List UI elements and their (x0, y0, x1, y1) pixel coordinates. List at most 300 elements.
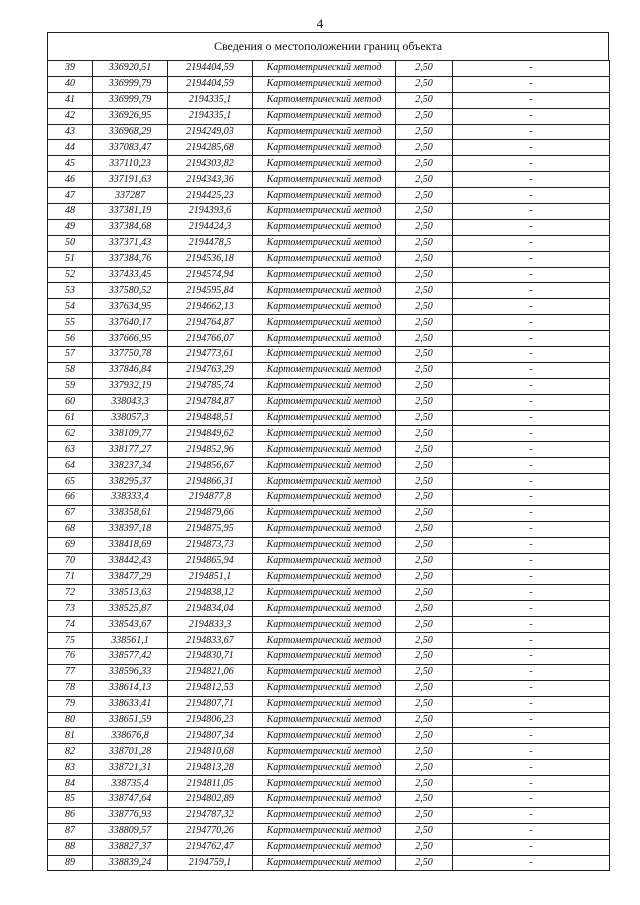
cell-accuracy: 2,50 (396, 537, 453, 553)
cell-y-coordinate: 2194478,5 (168, 235, 253, 251)
cell-description: - (453, 633, 610, 649)
cell-description: - (453, 553, 610, 569)
cell-point-number: 86 (48, 807, 93, 823)
cell-description: - (453, 712, 610, 728)
cell-y-coordinate: 2194536,18 (168, 251, 253, 267)
cell-method: Картометрический метод (253, 617, 396, 633)
cell-point-number: 54 (48, 299, 93, 315)
cell-x-coordinate: 338809,57 (93, 823, 168, 839)
cell-accuracy: 2,50 (396, 362, 453, 378)
cell-y-coordinate: 2194838,12 (168, 585, 253, 601)
table-row (48, 204, 610, 220)
cell-accuracy: 2,50 (396, 172, 453, 188)
cell-point-number: 69 (48, 537, 93, 553)
cell-x-coordinate: 338397,18 (93, 521, 168, 537)
cell-y-coordinate: 2194770,26 (168, 823, 253, 839)
cell-accuracy: 2,50 (396, 394, 453, 410)
table-row (48, 760, 610, 776)
cell-method: Картометрический метод (253, 204, 396, 220)
cell-accuracy: 2,50 (396, 633, 453, 649)
cell-point-number: 46 (48, 172, 93, 188)
cell-accuracy: 2,50 (396, 61, 453, 77)
cell-method: Картометрический метод (253, 235, 396, 251)
cell-x-coordinate: 337580,52 (93, 283, 168, 299)
table-row (48, 823, 610, 839)
table-body (48, 61, 610, 871)
table-row (48, 442, 610, 458)
cell-description: - (453, 204, 610, 220)
cell-description: - (453, 585, 610, 601)
cell-description: - (453, 61, 610, 77)
cell-x-coordinate: 338043,3 (93, 394, 168, 410)
cell-y-coordinate: 2194875,95 (168, 521, 253, 537)
cell-y-coordinate: 2194834,04 (168, 601, 253, 617)
cell-x-coordinate: 338333,4 (93, 490, 168, 506)
cell-point-number: 72 (48, 585, 93, 601)
cell-y-coordinate: 2194335,1 (168, 92, 253, 108)
cell-accuracy: 2,50 (396, 283, 453, 299)
cell-description: - (453, 680, 610, 696)
cell-x-coordinate: 338525,87 (93, 601, 168, 617)
cell-description: - (453, 267, 610, 283)
cell-description: - (453, 251, 610, 267)
cell-accuracy: 2,50 (396, 791, 453, 807)
cell-point-number: 61 (48, 410, 93, 426)
table-row (48, 505, 610, 521)
cell-y-coordinate: 2194807,34 (168, 728, 253, 744)
cell-accuracy: 2,50 (396, 299, 453, 315)
table-row (48, 648, 610, 664)
page-number: 4 (316, 16, 324, 31)
table-row (48, 791, 610, 807)
cell-description: - (453, 92, 610, 108)
cell-method: Картометрический метод (253, 442, 396, 458)
cell-description: - (453, 744, 610, 760)
cell-point-number: 66 (48, 490, 93, 506)
table-row (48, 855, 610, 871)
cell-x-coordinate: 337381,19 (93, 204, 168, 220)
table-row (48, 426, 610, 442)
cell-x-coordinate: 337932,19 (93, 378, 168, 394)
cell-description: - (453, 394, 610, 410)
cell-description: - (453, 442, 610, 458)
cell-y-coordinate: 2194806,23 (168, 712, 253, 728)
cell-point-number: 75 (48, 633, 93, 649)
cell-description: - (453, 776, 610, 792)
cell-accuracy: 2,50 (396, 823, 453, 839)
cell-method: Картометрический метод (253, 760, 396, 776)
cell-description: - (453, 664, 610, 680)
cell-method: Картометрический метод (253, 664, 396, 680)
cell-method: Картометрический метод (253, 92, 396, 108)
table-row (48, 108, 610, 124)
table-row (48, 362, 610, 378)
cell-x-coordinate: 337371,43 (93, 235, 168, 251)
table-row (48, 696, 610, 712)
cell-method: Картометрический метод (253, 251, 396, 267)
cell-method: Картометрический метод (253, 569, 396, 585)
cell-y-coordinate: 2194851,1 (168, 569, 253, 585)
cell-point-number: 74 (48, 617, 93, 633)
cell-method: Картометрический метод (253, 505, 396, 521)
cell-description: - (453, 219, 610, 235)
cell-method: Картометрический метод (253, 474, 396, 490)
cell-description: - (453, 426, 610, 442)
cell-accuracy: 2,50 (396, 156, 453, 172)
cell-method: Картометрический метод (253, 521, 396, 537)
cell-method: Картометрический метод (253, 283, 396, 299)
cell-description: - (453, 728, 610, 744)
cell-accuracy: 2,50 (396, 728, 453, 744)
cell-accuracy: 2,50 (396, 140, 453, 156)
boundary-coordinates-table (47, 60, 610, 871)
table-row (48, 331, 610, 347)
cell-accuracy: 2,50 (396, 92, 453, 108)
cell-description: - (453, 124, 610, 140)
table-row (48, 776, 610, 792)
table-row (48, 140, 610, 156)
cell-x-coordinate: 338827,37 (93, 839, 168, 855)
cell-y-coordinate: 2194787,32 (168, 807, 253, 823)
cell-x-coordinate: 336968,29 (93, 124, 168, 140)
cell-y-coordinate: 2194852,96 (168, 442, 253, 458)
cell-accuracy: 2,50 (396, 696, 453, 712)
cell-x-coordinate: 338776,93 (93, 807, 168, 823)
cell-description: - (453, 521, 610, 537)
cell-x-coordinate: 337110,23 (93, 156, 168, 172)
cell-x-coordinate: 338721,31 (93, 760, 168, 776)
cell-method: Картометрический метод (253, 219, 396, 235)
cell-point-number: 51 (48, 251, 93, 267)
cell-y-coordinate: 2194763,29 (168, 362, 253, 378)
cell-point-number: 71 (48, 569, 93, 585)
cell-y-coordinate: 2194784,87 (168, 394, 253, 410)
cell-accuracy: 2,50 (396, 219, 453, 235)
table-row (48, 537, 610, 553)
cell-accuracy: 2,50 (396, 760, 453, 776)
cell-y-coordinate: 2194810,68 (168, 744, 253, 760)
cell-description: - (453, 760, 610, 776)
cell-method: Картометрический метод (253, 776, 396, 792)
cell-y-coordinate: 2194802,89 (168, 791, 253, 807)
cell-method: Картометрический метод (253, 347, 396, 363)
cell-accuracy: 2,50 (396, 442, 453, 458)
cell-method: Картометрический метод (253, 61, 396, 77)
cell-point-number: 55 (48, 315, 93, 331)
table-row (48, 235, 610, 251)
cell-x-coordinate: 338561,1 (93, 633, 168, 649)
cell-point-number: 64 (48, 458, 93, 474)
cell-y-coordinate: 2194811,05 (168, 776, 253, 792)
table-row (48, 219, 610, 235)
cell-point-number: 82 (48, 744, 93, 760)
cell-x-coordinate: 337287 (93, 188, 168, 204)
cell-point-number: 78 (48, 680, 93, 696)
table-row (48, 585, 610, 601)
table-row (48, 601, 610, 617)
cell-description: - (453, 331, 610, 347)
cell-accuracy: 2,50 (396, 490, 453, 506)
cell-method: Картометрический метод (253, 553, 396, 569)
cell-point-number: 70 (48, 553, 93, 569)
cell-y-coordinate: 2194812,53 (168, 680, 253, 696)
cell-x-coordinate: 337750,78 (93, 347, 168, 363)
cell-description: - (453, 172, 610, 188)
cell-accuracy: 2,50 (396, 315, 453, 331)
cell-point-number: 62 (48, 426, 93, 442)
cell-y-coordinate: 2194833,67 (168, 633, 253, 649)
cell-x-coordinate: 338442,43 (93, 553, 168, 569)
cell-method: Картометрический метод (253, 728, 396, 744)
cell-x-coordinate: 338633,41 (93, 696, 168, 712)
cell-point-number: 41 (48, 92, 93, 108)
cell-accuracy: 2,50 (396, 776, 453, 792)
cell-accuracy: 2,50 (396, 617, 453, 633)
cell-x-coordinate: 338543,67 (93, 617, 168, 633)
cell-point-number: 42 (48, 108, 93, 124)
table-row (48, 378, 610, 394)
cell-y-coordinate: 2194833,3 (168, 617, 253, 633)
cell-method: Картометрический метод (253, 140, 396, 156)
cell-method: Картометрический метод (253, 394, 396, 410)
cell-x-coordinate: 336926,95 (93, 108, 168, 124)
cell-accuracy: 2,50 (396, 76, 453, 92)
cell-y-coordinate: 2194662,13 (168, 299, 253, 315)
cell-x-coordinate: 338513,63 (93, 585, 168, 601)
cell-description: - (453, 474, 610, 490)
cell-method: Картометрический метод (253, 791, 396, 807)
cell-y-coordinate: 2194877,8 (168, 490, 253, 506)
table-row (48, 712, 610, 728)
cell-point-number: 59 (48, 378, 93, 394)
cell-x-coordinate: 337191,63 (93, 172, 168, 188)
cell-point-number: 77 (48, 664, 93, 680)
cell-accuracy: 2,50 (396, 664, 453, 680)
table-row (48, 664, 610, 680)
cell-point-number: 49 (48, 219, 93, 235)
cell-y-coordinate: 2194303,82 (168, 156, 253, 172)
cell-description: - (453, 458, 610, 474)
cell-description: - (453, 807, 610, 823)
cell-x-coordinate: 337384,76 (93, 251, 168, 267)
cell-x-coordinate: 338596,33 (93, 664, 168, 680)
cell-description: - (453, 601, 610, 617)
cell-accuracy: 2,50 (396, 680, 453, 696)
cell-method: Картометрический метод (253, 585, 396, 601)
table-row (48, 744, 610, 760)
cell-accuracy: 2,50 (396, 648, 453, 664)
cell-method: Картометрический метод (253, 712, 396, 728)
cell-method: Картометрический метод (253, 601, 396, 617)
cell-method: Картометрический метод (253, 823, 396, 839)
cell-x-coordinate: 338839,24 (93, 855, 168, 871)
cell-description: - (453, 76, 610, 92)
cell-point-number: 44 (48, 140, 93, 156)
cell-point-number: 85 (48, 791, 93, 807)
cell-method: Картометрический метод (253, 108, 396, 124)
table-row (48, 807, 610, 823)
table-row (48, 188, 610, 204)
cell-description: - (453, 378, 610, 394)
cell-point-number: 45 (48, 156, 93, 172)
cell-description: - (453, 108, 610, 124)
cell-y-coordinate: 2194404,59 (168, 61, 253, 77)
cell-y-coordinate: 2194848,51 (168, 410, 253, 426)
cell-accuracy: 2,50 (396, 267, 453, 283)
cell-description: - (453, 823, 610, 839)
cell-accuracy: 2,50 (396, 585, 453, 601)
cell-method: Картометрический метод (253, 188, 396, 204)
cell-method: Картометрический метод (253, 744, 396, 760)
cell-method: Картометрический метод (253, 315, 396, 331)
cell-accuracy: 2,50 (396, 744, 453, 760)
cell-point-number: 43 (48, 124, 93, 140)
cell-method: Картометрический метод (253, 156, 396, 172)
cell-accuracy: 2,50 (396, 712, 453, 728)
cell-point-number: 87 (48, 823, 93, 839)
cell-y-coordinate: 2194879,66 (168, 505, 253, 521)
cell-point-number: 68 (48, 521, 93, 537)
table-row (48, 474, 610, 490)
table-row (48, 490, 610, 506)
cell-point-number: 76 (48, 648, 93, 664)
cell-y-coordinate: 2194856,67 (168, 458, 253, 474)
cell-x-coordinate: 337433,45 (93, 267, 168, 283)
cell-x-coordinate: 336920,51 (93, 61, 168, 77)
cell-method: Картометрический метод (253, 458, 396, 474)
cell-y-coordinate: 2194821,06 (168, 664, 253, 680)
cell-point-number: 39 (48, 61, 93, 77)
cell-x-coordinate: 338418,69 (93, 537, 168, 553)
cell-method: Картометрический метод (253, 648, 396, 664)
cell-method: Картометрический метод (253, 362, 396, 378)
cell-point-number: 84 (48, 776, 93, 792)
cell-point-number: 48 (48, 204, 93, 220)
cell-method: Картометрический метод (253, 378, 396, 394)
cell-description: - (453, 156, 610, 172)
table-row (48, 315, 610, 331)
table-row (48, 347, 610, 363)
cell-accuracy: 2,50 (396, 458, 453, 474)
cell-method: Картометрический метод (253, 299, 396, 315)
cell-x-coordinate: 338577,42 (93, 648, 168, 664)
table-title: Сведения о местоположении границ объекта (47, 32, 609, 60)
table-row (48, 299, 610, 315)
table-row (48, 458, 610, 474)
cell-description: - (453, 299, 610, 315)
cell-y-coordinate: 2194595,84 (168, 283, 253, 299)
cell-accuracy: 2,50 (396, 331, 453, 347)
cell-method: Картометрический метод (253, 537, 396, 553)
cell-x-coordinate: 337846,84 (93, 362, 168, 378)
cell-accuracy: 2,50 (396, 426, 453, 442)
cell-x-coordinate: 338701,28 (93, 744, 168, 760)
cell-y-coordinate: 2194807,71 (168, 696, 253, 712)
cell-method: Картометрический метод (253, 426, 396, 442)
cell-x-coordinate: 338747,64 (93, 791, 168, 807)
table-row (48, 521, 610, 537)
cell-y-coordinate: 2194393,6 (168, 204, 253, 220)
table-row (48, 617, 610, 633)
cell-accuracy: 2,50 (396, 347, 453, 363)
cell-description: - (453, 855, 610, 871)
table-row (48, 633, 610, 649)
cell-accuracy: 2,50 (396, 378, 453, 394)
cell-point-number: 73 (48, 601, 93, 617)
cell-x-coordinate: 338057,3 (93, 410, 168, 426)
table-row (48, 76, 610, 92)
cell-x-coordinate: 338735,4 (93, 776, 168, 792)
cell-point-number: 50 (48, 235, 93, 251)
cell-point-number: 53 (48, 283, 93, 299)
cell-y-coordinate: 2194425,23 (168, 188, 253, 204)
cell-x-coordinate: 336999,79 (93, 76, 168, 92)
cell-method: Картометрический метод (253, 807, 396, 823)
cell-description: - (453, 362, 610, 378)
cell-method: Картометрический метод (253, 124, 396, 140)
table-row (48, 267, 610, 283)
cell-y-coordinate: 2194773,61 (168, 347, 253, 363)
cell-x-coordinate: 337083,47 (93, 140, 168, 156)
cell-method: Картометрический метод (253, 696, 396, 712)
cell-accuracy: 2,50 (396, 235, 453, 251)
cell-accuracy: 2,50 (396, 124, 453, 140)
cell-description: - (453, 140, 610, 156)
cell-point-number: 80 (48, 712, 93, 728)
table-row (48, 92, 610, 108)
cell-point-number: 60 (48, 394, 93, 410)
cell-point-number: 67 (48, 505, 93, 521)
cell-y-coordinate: 2194249,03 (168, 124, 253, 140)
cell-description: - (453, 315, 610, 331)
cell-method: Картометрический метод (253, 410, 396, 426)
cell-x-coordinate: 338614,13 (93, 680, 168, 696)
cell-point-number: 83 (48, 760, 93, 776)
cell-accuracy: 2,50 (396, 521, 453, 537)
cell-accuracy: 2,50 (396, 474, 453, 490)
document-sheet (47, 32, 609, 871)
cell-accuracy: 2,50 (396, 855, 453, 871)
cell-method: Картометрический метод (253, 855, 396, 871)
cell-point-number: 56 (48, 331, 93, 347)
cell-point-number: 65 (48, 474, 93, 490)
cell-point-number: 88 (48, 839, 93, 855)
table-row (48, 569, 610, 585)
cell-y-coordinate: 2194830,71 (168, 648, 253, 664)
table-row (48, 251, 610, 267)
cell-method: Картометрический метод (253, 839, 396, 855)
cell-accuracy: 2,50 (396, 251, 453, 267)
cell-point-number: 40 (48, 76, 93, 92)
cell-accuracy: 2,50 (396, 553, 453, 569)
cell-description: - (453, 235, 610, 251)
cell-y-coordinate: 2194285,68 (168, 140, 253, 156)
cell-description: - (453, 490, 610, 506)
cell-accuracy: 2,50 (396, 188, 453, 204)
table-row (48, 728, 610, 744)
cell-y-coordinate: 2194785,74 (168, 378, 253, 394)
cell-description: - (453, 791, 610, 807)
table-row (48, 61, 610, 77)
cell-point-number: 47 (48, 188, 93, 204)
cell-description: - (453, 569, 610, 585)
cell-accuracy: 2,50 (396, 601, 453, 617)
cell-y-coordinate: 2194574,94 (168, 267, 253, 283)
cell-accuracy: 2,50 (396, 204, 453, 220)
cell-y-coordinate: 2194424,3 (168, 219, 253, 235)
table-row (48, 839, 610, 855)
cell-x-coordinate: 338358,61 (93, 505, 168, 521)
